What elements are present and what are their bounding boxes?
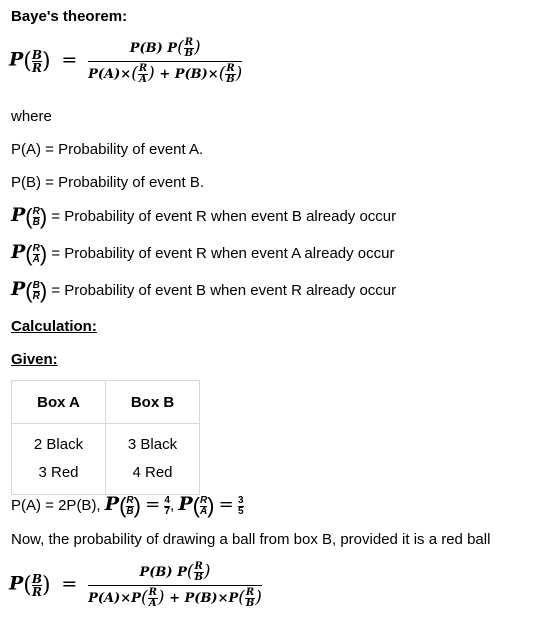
def-p-b: P(B) = Probability of event B. (11, 174, 205, 191)
table-cell-box-a: 2 Black 3 Red (12, 424, 106, 495)
where-text: where (11, 108, 52, 125)
calculation-heading: Calculation: (11, 318, 97, 335)
cond-def-r-given-a: P( $\frac{R}{A}$ ) = Probability of event R when event A already occur (11, 241, 395, 267)
cond-def-b-given-r: P( $\frac{B}{R}$ ) = Probability of event B when event R already occur (11, 278, 397, 304)
table-cell-box-b: 3 Black 4 Red (106, 424, 200, 495)
formula-lhs-frac: $\frac{B}{R}$ (31, 48, 43, 75)
formula-lhs-p: P (9, 48, 24, 71)
boxes-table (11, 380, 200, 495)
table-header-box-b: Box B (106, 381, 200, 424)
now-line: Now, the probability of drawing a ball from box B, provided it is a red ball (11, 531, 491, 548)
heading: Baye's theorem: (11, 8, 128, 25)
given-values-line: P(A) = 2P(B), P( $\frac{R}{B}$ ) = $\frac{4}{7}$ , P( $\frac{R}{A}$ ) = $\frac{3}{5}$ (11, 493, 244, 519)
def-p-a: P(A) = Probability of event A. (11, 141, 204, 158)
bayes-formula: P( $\frac{B}{R}$ ) = P(B) P( $\frac{R}{B}$ ) P(A)×( $\frac{R}{A}$ ) + P(B)×( $\frac{R}{B}$ ) (9, 37, 243, 85)
given-heading: Given: (11, 351, 58, 368)
table-header-box-a: Box A (12, 381, 106, 424)
cond-def-r-given-b: P( $\frac{R}{B}$ ) = Probability of event R when event B already occur (11, 204, 397, 230)
bayes-formula-applied: P( $\frac{B}{R}$ ) = P(B) P( $\frac{R}{B}$ ) P(A)×P( $\frac{R}{A}$ ) + P(B)×P( $\frac{R}{B}$ ) (9, 561, 262, 609)
formula-main-frac: P(B) P( $\frac{R}{B}$ ) P(A)×( $\frac{R}{A}$ ) + P(B)×( $\frac{R}{B}$ ) (88, 37, 243, 85)
